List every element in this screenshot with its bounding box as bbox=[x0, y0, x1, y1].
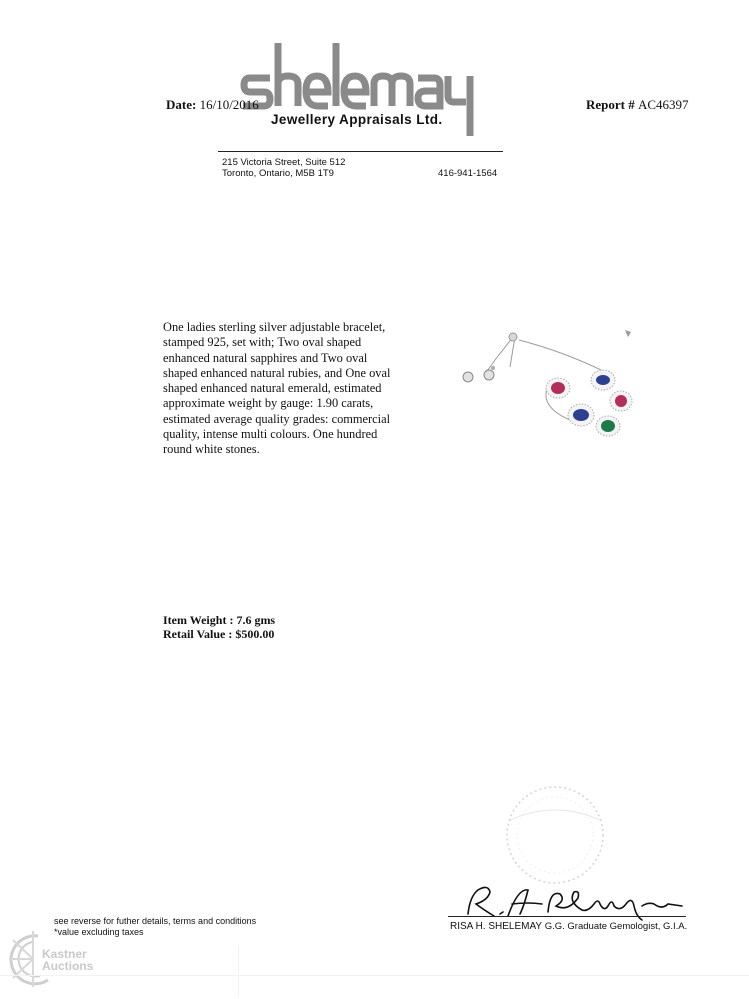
description-line: stamped 925, set with; Two oval shaped bbox=[163, 335, 362, 350]
retail-value-label: Retail Value : bbox=[163, 627, 233, 641]
description-line: estimated average quality grades: commercial bbox=[163, 411, 391, 426]
address-line-1: 215 Victoria Street, Suite 512 bbox=[222, 157, 346, 168]
description-line: shaped enhanced natural emerald, estimated bbox=[163, 381, 382, 396]
description-line: enhanced natural sapphires and Two oval bbox=[163, 350, 368, 365]
header-divider bbox=[218, 151, 503, 152]
address-line-2: Toronto, Ontario, M5B 1T9 bbox=[222, 168, 334, 179]
signer-block bbox=[450, 921, 687, 932]
signer-credentials: G.G. Graduate Gemologist, G.I.A. bbox=[544, 921, 688, 932]
watermark-line-2: Auctions bbox=[42, 959, 94, 973]
watermark-text bbox=[42, 948, 93, 972]
item-weight-value: 7.6 gms bbox=[236, 613, 276, 627]
description-line: round white stones. bbox=[163, 442, 260, 457]
footer-note-taxes: *value excluding taxes bbox=[54, 927, 144, 937]
item-weight-label: Item Weight : bbox=[163, 613, 234, 627]
description-line: shaped enhanced natural rubies, and One oval bbox=[163, 365, 391, 380]
scan-artifact bbox=[238, 946, 239, 996]
company-name: Jewellery Appraisals Ltd. bbox=[271, 112, 443, 127]
signature-line bbox=[448, 916, 686, 917]
report-number-field bbox=[586, 97, 689, 113]
date-field bbox=[166, 97, 259, 113]
footer-note-terms: see reverse for futher details, terms and conditions bbox=[54, 916, 257, 926]
description-line: One ladies sterling silver adjustable bracelet, bbox=[163, 320, 386, 334]
retail-value-amount: $500.00 bbox=[235, 627, 275, 641]
signer-name: RISA H. SHELEMAY bbox=[450, 921, 543, 932]
handwritten-signature bbox=[448, 876, 693, 921]
description-line: quality, intense multi colours. One hundred bbox=[163, 427, 378, 442]
retail-value bbox=[163, 627, 274, 642]
item-description bbox=[163, 320, 433, 458]
description-line: approximate weight by gauge: 1.90 carats, bbox=[163, 396, 374, 411]
bracelet-photo bbox=[455, 322, 640, 467]
date-label: Date: bbox=[166, 97, 197, 112]
phone-number: 416-941-1564 bbox=[438, 168, 498, 179]
watermark-line-1: Kastner bbox=[42, 947, 87, 961]
item-weight bbox=[163, 613, 275, 628]
report-label: Report # bbox=[586, 97, 635, 112]
embossed-seal bbox=[490, 780, 630, 890]
scan-artifact bbox=[0, 975, 749, 976]
date-value: 16/10/2016 bbox=[199, 97, 259, 112]
report-value: AC46397 bbox=[638, 97, 689, 112]
